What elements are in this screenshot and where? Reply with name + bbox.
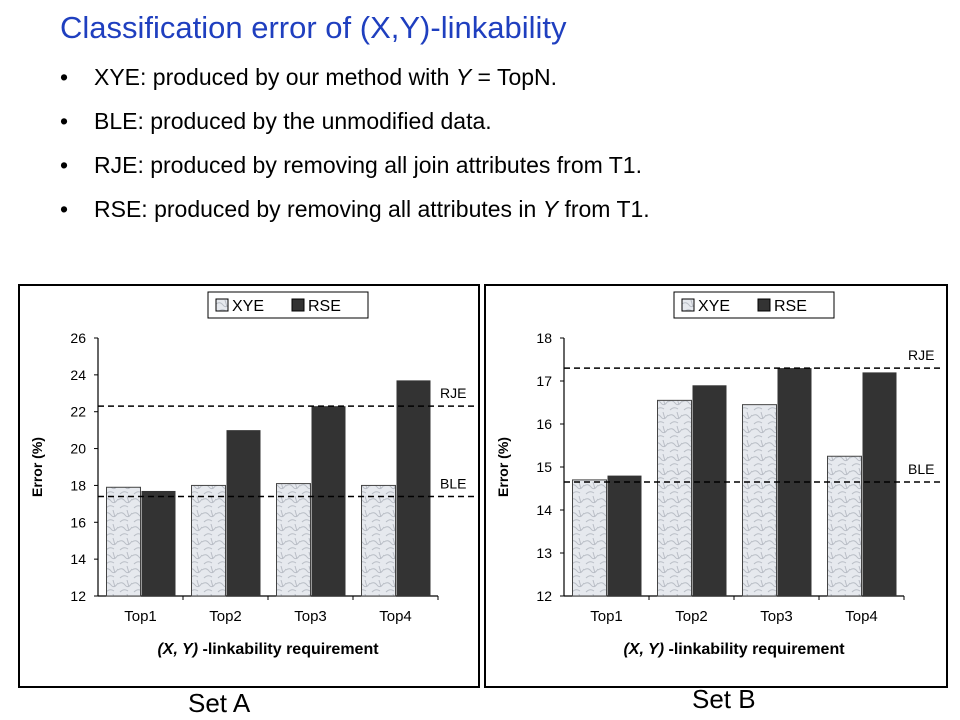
bullet-list [60, 62, 650, 238]
y-tick-label: 20 [70, 440, 86, 457]
bar-rse-top3 [312, 406, 346, 596]
y-tick-label: 18 [536, 330, 552, 346]
bar-xye-top2 [192, 485, 226, 596]
bullet-xye [60, 62, 650, 106]
slide-title: Classification error of (X,Y)-linkability [60, 10, 567, 45]
x-axis-label-rest: -linkability requirement [198, 641, 379, 658]
bullet-text: XYE: produced by our method with [94, 64, 456, 90]
x-axis-label-italic: (X, Y) [157, 641, 199, 658]
bullet-text-end: = TopN. [471, 64, 558, 90]
ref-label-ble: BLE [440, 475, 467, 492]
x-tick-label: Top4 [379, 608, 412, 625]
y-tick-label: 17 [536, 373, 552, 389]
bar-xye-top1 [573, 480, 607, 596]
legend-label-xye: XYE [232, 298, 265, 315]
bullet-marker: • [60, 196, 69, 222]
y-tick-label: 15 [536, 459, 552, 475]
x-axis-label [157, 641, 379, 658]
legend-swatch-xye [216, 299, 228, 311]
bar-rse-top2 [693, 385, 727, 596]
x-axis-label-rest: -linkability requirement [664, 641, 845, 658]
ref-label-rje: RJE [908, 347, 935, 364]
bar-xye-top3 [743, 405, 777, 596]
bar-xye-top3 [277, 484, 311, 596]
x-tick-label: Top4 [845, 608, 878, 625]
bullet-text: RSE: produced by removing all attributes in [94, 196, 543, 222]
bar-rse-top1 [608, 476, 642, 596]
chart-panel-set-b [484, 284, 948, 688]
legend-label-rse: RSE [308, 298, 341, 315]
bullet-marker: • [60, 64, 69, 90]
bullet-marker: • [60, 108, 69, 134]
bullet-ble [60, 106, 650, 150]
x-tick-label: Top2 [209, 608, 242, 625]
chart-set-a [20, 286, 478, 686]
y-tick-label: 14 [70, 551, 86, 568]
bullet-text-end: from T1. [558, 196, 650, 222]
bar-rse-top2 [227, 430, 261, 596]
x-tick-label: Top3 [760, 608, 793, 625]
y-tick-label: 18 [70, 477, 86, 494]
y-tick-label: 24 [70, 366, 86, 383]
y-tick-label: 22 [70, 403, 86, 420]
bullet-rse [60, 194, 650, 238]
x-axis-label-italic: (X, Y) [623, 641, 665, 658]
chart-panel-set-a [18, 284, 480, 688]
bullet-marker: • [60, 152, 69, 178]
y-tick-label: 26 [70, 330, 86, 346]
legend-swatch-rse [758, 299, 770, 311]
bullet-text-italic: Y [455, 64, 472, 90]
y-tick-label: 12 [536, 588, 552, 604]
y-axis-label: Error (%) [495, 437, 511, 497]
ref-label-rje: RJE [440, 385, 467, 402]
x-tick-label: Top3 [294, 608, 327, 625]
y-axis-label: Error (%) [29, 437, 45, 497]
y-tick-label: 16 [70, 514, 86, 531]
bar-rse-top4 [863, 372, 897, 596]
legend-swatch-xye [682, 299, 694, 311]
bullet-rje [60, 150, 650, 194]
bar-xye-top4 [828, 456, 862, 596]
x-tick-label: Top1 [124, 608, 157, 625]
x-tick-label: Top2 [675, 608, 708, 625]
set-b-label: Set B [692, 684, 756, 714]
bullet-text-italic: Y [542, 196, 559, 222]
y-tick-label: 16 [536, 416, 552, 432]
y-tick-label: 12 [70, 588, 86, 604]
bar-xye-top2 [658, 400, 692, 596]
bar-rse-top4 [397, 380, 431, 596]
y-tick-label: 13 [536, 545, 552, 561]
legend-label-xye: XYE [698, 298, 731, 315]
bar-xye-top1 [107, 487, 141, 596]
bullet-text: BLE: produced by the unmodified data. [94, 108, 492, 134]
y-tick-label: 14 [536, 502, 552, 518]
x-tick-label: Top1 [590, 608, 623, 625]
x-axis-label [623, 641, 845, 658]
ref-label-ble: BLE [908, 461, 935, 478]
bar-xye-top4 [362, 485, 396, 596]
legend-label-rse: RSE [774, 298, 807, 315]
bullet-text: RJE: produced by removing all join attributes from T1. [94, 152, 642, 178]
legend-swatch-rse [292, 299, 304, 311]
set-a-label: Set A [188, 688, 251, 718]
chart-set-b [486, 286, 946, 686]
bar-rse-top1 [142, 491, 176, 596]
